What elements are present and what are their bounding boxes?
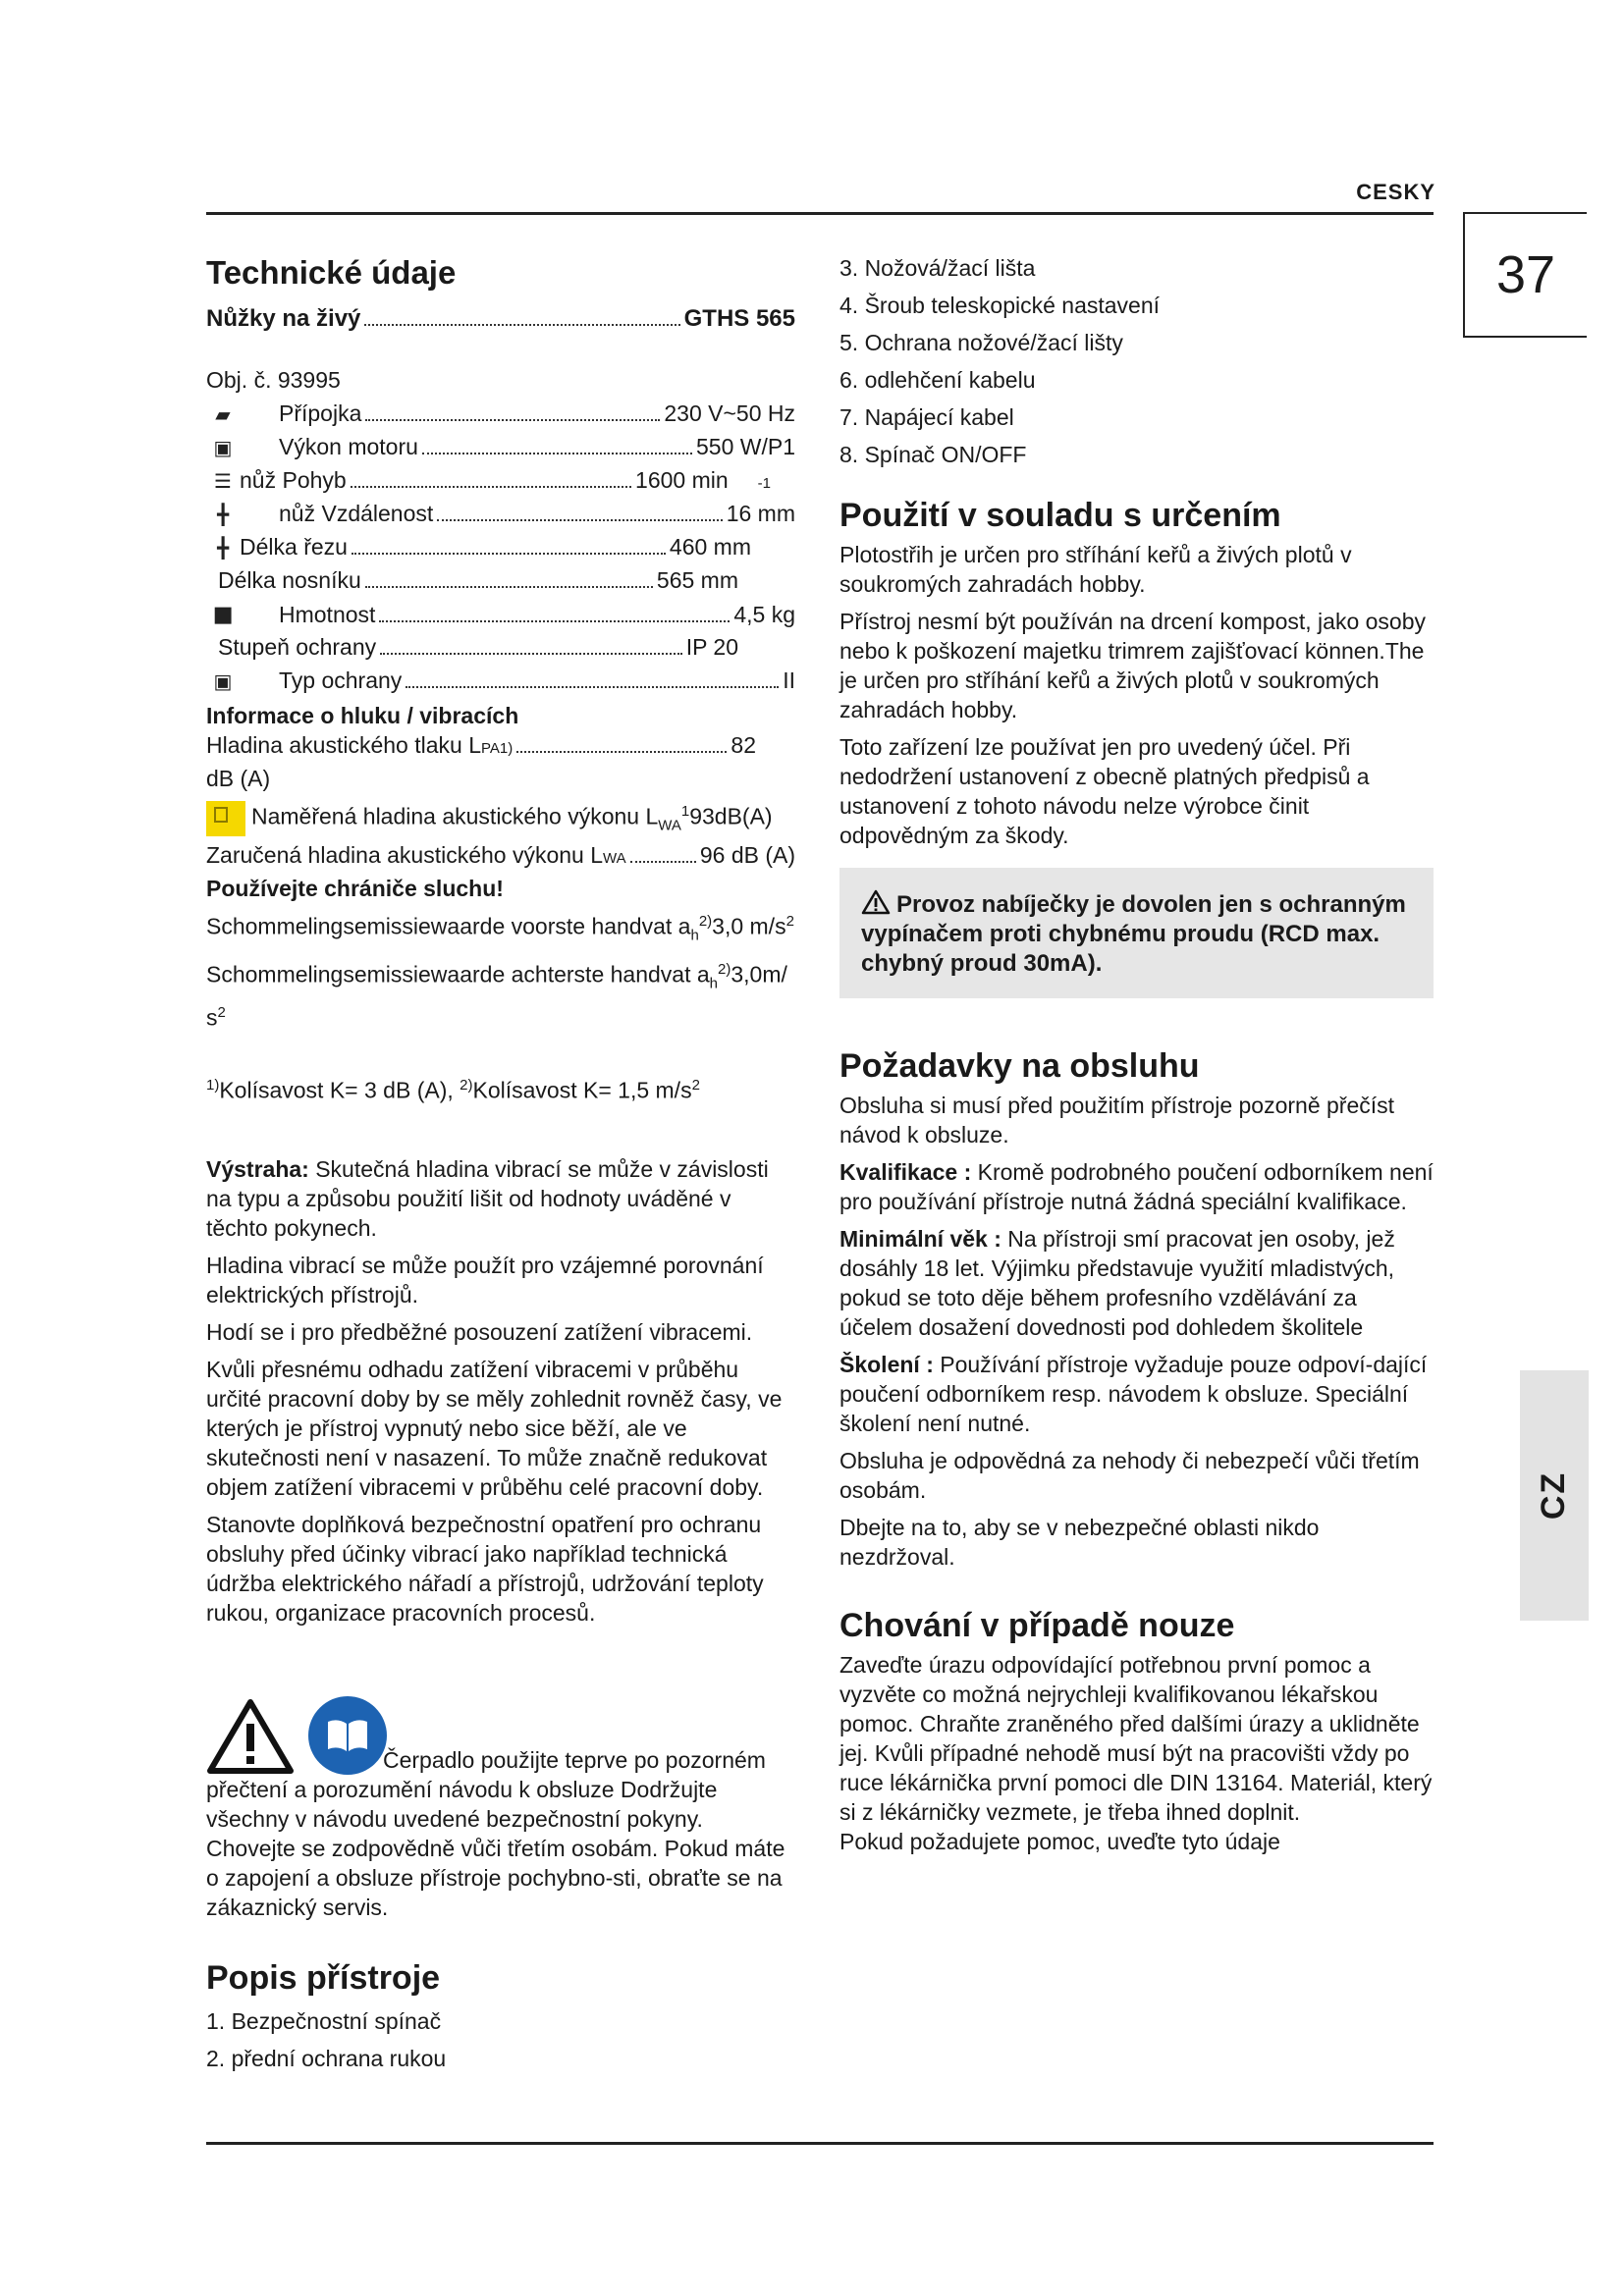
- vibration-front-exp: 2: [785, 913, 794, 931]
- list-item: 1. Bezpečnostní spínač: [206, 2008, 442, 2035]
- description-title: Popis přístroje: [206, 1959, 441, 1998]
- spec-value: 230 V~50 Hz: [664, 400, 795, 426]
- footnote-2-mark: 2): [460, 1077, 473, 1095]
- dot-leader: [380, 653, 682, 655]
- qualification-text: Kromě podrobného poučení odborníkem není pro používání přístroje nutná žádná speciální kvalifikace.: [839, 1159, 1434, 1214]
- responsibility-paragraph: Obsluha je odpovědná za nehody či nebezpečí vůči třetím osobám.: [839, 1448, 1420, 1503]
- spec-value: 16 mm: [726, 501, 795, 526]
- spec-value: 460 mm: [669, 534, 751, 560]
- cut-length-icon: ╋: [216, 538, 230, 560]
- left-column: [206, 245, 795, 2077]
- noise-measured: [206, 797, 795, 840]
- spec-label: Přípojka: [279, 400, 362, 426]
- blade-speed-icon: ☰: [214, 471, 232, 493]
- dot-leader: [365, 419, 660, 421]
- noise-pressure-sup: 1): [499, 740, 514, 757]
- rcd-warning-text: Provoz nabíječky je dovolen jen s ochranným vypínačem proti chybnému proudu (RCD max. chybný proud 30mA).: [861, 891, 1406, 977]
- list-item: 7. Napájecí kabel: [839, 404, 1014, 430]
- spec-row: [206, 597, 795, 630]
- spec-label: Stupeň ochrany: [218, 634, 377, 660]
- emergency-title: Chování v případě nouze: [839, 1607, 1235, 1644]
- spec-label: Hmotnost: [279, 602, 376, 627]
- list-item: 8. Spínač ON/OFF: [839, 442, 1027, 467]
- warning-label: Výstraha:: [206, 1156, 309, 1183]
- intended-use-p2: Přístroj nesmí být používán na drcení kompost, jako osoby nebo k poškození majetku trimrem zajišťovací können.The je určen pro stříhání keřů a živých plotů v soukromých zahradách hobby.: [839, 609, 1427, 722]
- spec-row: [206, 430, 795, 463]
- spec-value: 4,5 kg: [733, 602, 795, 627]
- language-header: CESKY: [1356, 180, 1435, 204]
- noise-guaranteed-sub: WA: [603, 850, 626, 868]
- dot-leader: [437, 519, 722, 521]
- qualification-paragraph: [839, 1157, 1434, 1216]
- vibration-rear-exp: 2: [217, 1003, 226, 1021]
- list-item: 4. Šroub teleskopické nastavení: [839, 293, 1161, 318]
- list-item: 3. Nožová/žací lišta: [839, 255, 1036, 281]
- list-item: 2. přední ochrana rukou: [206, 2046, 447, 2072]
- right-column: [839, 249, 1434, 1856]
- spec-row: [206, 463, 771, 497]
- footnote-2: Kolísavost K= 1,5 m/s: [472, 1078, 692, 1104]
- noise-pressure: [206, 730, 795, 764]
- spec-label: nůž Pohyb: [240, 467, 347, 493]
- training-paragraph: [839, 1350, 1434, 1438]
- spec-row: [206, 563, 738, 597]
- noise-title: Informace o hluku / vibracích: [206, 703, 519, 728]
- spec-value: 550 W/P1: [696, 434, 795, 459]
- footnote-1-mark: 1): [206, 1077, 220, 1095]
- noise-measured-sub: WA: [658, 817, 681, 834]
- list-item: 5. Ochrana nožové/žací lišty: [839, 330, 1123, 355]
- tech-title: Technické údaje: [206, 254, 457, 291]
- noise-pressure-sub: PA: [481, 740, 500, 757]
- noise-guaranteed-value: 96 dB (A): [699, 842, 795, 869]
- noise-guaranteed: [206, 840, 795, 874]
- spec-label: nůž Vzdálenost: [279, 501, 434, 526]
- read-manual-icon: [308, 1696, 387, 1775]
- dot-leader: [352, 553, 666, 555]
- vibration-warning: [206, 1154, 795, 1628]
- intended-use-p3: Toto zařízení lze používat jen pro uvedený účel. Při nedodržení ustanovení z obecně platných předpisů a ustanovení z tohoto návodu nelze výrobce činit odpovědným za škody.: [839, 734, 1370, 848]
- spec-row: [206, 630, 738, 664]
- vibration-front-value: 3,0 m/s: [712, 913, 786, 939]
- warning-paragraph-3: Hodí se i pro předběžné posouzení zatížení vibracemi.: [206, 1319, 753, 1346]
- intended-use-title: Použití v souladu s určením: [839, 497, 1281, 534]
- min-age-text: Na přístroji smí pracovat jen osoby, jež dosáhly 18 let. Výjimku představuje využití mladistvých, pokud se toto děje během profesního vzdělávání za účelem dosažení dovednosti pod dohledem školitele: [839, 1226, 1395, 1340]
- vibration-front-sub: h: [690, 927, 699, 944]
- warning-paragraph-5: Stanovte doplňková bezpečnostní opatření pro ochranu obsluhy před účinky vibrací jako například technická údržba elektrického nářadí a přístrojů, udržování teploty rukou, organizace pracovních procesů.: [206, 1512, 764, 1627]
- language-side-tab: [1520, 1370, 1589, 1621]
- noise-guaranteed-label: Zaručená hladina akustického výkonu L: [206, 842, 604, 869]
- spec-value: 1600 min: [635, 467, 729, 493]
- sound-power-icon: [206, 801, 245, 836]
- dot-leader: [422, 453, 692, 454]
- warning-triangle-icon: [206, 1698, 295, 1775]
- min-age-paragraph: [839, 1224, 1434, 1342]
- noise-measured-label: Naměřená hladina akustického výkonu L: [251, 803, 659, 829]
- warning-triangle-icon: [861, 889, 891, 915]
- spec-label: Typ ochrany: [279, 667, 403, 693]
- vibration-front-sup: 2): [698, 913, 713, 931]
- dot-leader: [630, 861, 696, 863]
- vibration-rear-sup: 2): [718, 960, 731, 978]
- spec-list: [206, 397, 795, 697]
- dot-leader: [406, 686, 779, 688]
- plug-icon: ▰: [215, 404, 231, 426]
- vibration-rear: [206, 955, 795, 998]
- blade-gap-icon: ╋: [216, 505, 230, 526]
- spec-label: Délka řezu: [240, 534, 348, 560]
- operator-p1: Obsluha si musí před použitím přístroje pozorně přečíst návod k obsluze.: [839, 1093, 1395, 1148]
- noise-pressure-unit: dB (A): [206, 766, 271, 791]
- motor-icon: ▣: [213, 438, 233, 459]
- spec-value: 565 mm: [656, 567, 738, 593]
- spec-row: [206, 397, 795, 430]
- qualification-label: Kvalifikace :: [839, 1159, 972, 1185]
- rcd-warning-box: [839, 868, 1434, 998]
- dot-leader: [365, 586, 653, 588]
- vibration-rear-value: 3,0m/: [731, 961, 787, 988]
- description-list: [206, 2002, 795, 2077]
- operator-title: Požadavky na obsluhu: [839, 1047, 1200, 1085]
- vibration-rear-tail: s: [206, 1004, 218, 1031]
- spec-value: II: [783, 667, 795, 693]
- vibration-rear-sub: h: [709, 974, 718, 991]
- dot-leader: [364, 304, 679, 326]
- product-model: GTHS 565: [683, 305, 795, 332]
- vibration-rear-unit: [206, 998, 795, 1033]
- notice-text: Čerpadlo použijte teprve po pozorném přečtení a porozumění návodu k obsluze Dodržujte všechny v návodu uvedené bezpečnostní pokyny. Chovejte se zodpovědně vůči třetím osobám. Pokud máte o zapojení a obsluze přístroje pochybno-sti, obraťte se na zákaznický servis.: [206, 1747, 785, 1921]
- warning-text: Skutečná hladina vibrací se může v závislosti na typu a způsobu použití lišit od hodnoty uváděné v těchto pokynech.: [206, 1156, 769, 1242]
- spec-value: IP 20: [685, 634, 738, 660]
- side-tab-label: CZ: [1535, 1470, 1573, 1521]
- order-number: Obj. č. 93995: [206, 367, 341, 393]
- spec-row: [206, 664, 795, 697]
- danger-zone-paragraph: Dbejte na to, aby se v nebezpečné oblasti nikdo nezdržoval.: [839, 1515, 1320, 1570]
- warning-paragraph: [206, 1154, 795, 1243]
- intended-use-p1: Plotostřih je určen pro stříhání keřů a živých plotů v soukromých zahradách hobby.: [839, 542, 1352, 597]
- list-item: 6. odlehčení kabelu: [839, 367, 1036, 393]
- spec-row: [206, 530, 751, 563]
- footnote-1: Kolísavost K= 3 dB (A),: [219, 1078, 454, 1104]
- vibration-rear-label: Schommelingsemissiewaarde achterste handvat a: [206, 961, 710, 988]
- spec-label: Délka nosníku: [218, 567, 361, 593]
- bottom-rule: [206, 2142, 1434, 2145]
- min-age-label: Minimální věk :: [839, 1226, 1001, 1252]
- product-row: [206, 304, 795, 334]
- product-label: Nůžky na živý: [206, 305, 361, 332]
- dot-leader: [379, 620, 730, 622]
- protection-class-icon: ▣: [213, 671, 233, 693]
- emergency-text: Zaveďte úrazu odpovídající potřebnou první pomoc a vyzvěte co možná nejrychleji kvalifikovanou lékařskou pomoc. Chraňte zraněného před dalšími úrazy a uklidněte jej. Kvůli případné nehodě musí být na pracovišti vždy po ruce lékárnička první pomoci dle DIN 13164. Materiál, který si z lékárničky vezmete, je třeba ihned doplnit.: [839, 1652, 1433, 1825]
- noise-pressure-value: 82: [731, 732, 756, 758]
- training-text: Používání přístroje vyžaduje pouze odpoví-dající poučení odborníkem resp. návodem k obsluze. Speciální školení není nutné.: [839, 1352, 1428, 1436]
- spec-label: Výkon motoru: [279, 434, 418, 459]
- warning-paragraph-2: Hladina vibrací se může použít pro vzájemné porovnání elektrických přístrojů.: [206, 1253, 764, 1308]
- top-rule: [206, 212, 1434, 215]
- noise-measured-sup: 1: [680, 803, 690, 820]
- dot-leader: [351, 486, 631, 488]
- dot-leader: [516, 751, 727, 753]
- ear-protection-note: Používejte chrániče sluchu!: [206, 876, 504, 902]
- vibration-front: [206, 907, 795, 950]
- warning-paragraph-4: Kvůli přesnému odhadu zatížení vibracemi v průběhu určité pracovní doby by se měly zohlednit rovněž časy, ve kterých je přístroj vypnutý nebo sice běží, ale ve skutečnosti není v nasazení. To může značně redukovat objem zatížení vibracemi v průběhu celé pracovní doby.: [206, 1357, 783, 1501]
- spec-unit-exponent: -1: [757, 475, 771, 492]
- spec-row: [206, 497, 795, 530]
- weight-icon: ◼: [212, 599, 234, 628]
- noise-pressure-label: Hladina akustického tlaku L: [206, 732, 481, 758]
- vibration-front-label: Schommelingsemissiewaarde voorste handvat a: [206, 913, 691, 939]
- footnote-2-exp: 2: [691, 1077, 700, 1095]
- training-label: Školení :: [839, 1352, 934, 1377]
- noise-measured-value: 93dB(A): [689, 803, 773, 829]
- footnotes: [206, 1071, 795, 1105]
- description-list-continued: [839, 249, 1434, 473]
- page-number: 37: [1463, 212, 1587, 338]
- emergency-text-2: Pokud požadujete pomoc, uveďte tyto údaje: [839, 1829, 1280, 1854]
